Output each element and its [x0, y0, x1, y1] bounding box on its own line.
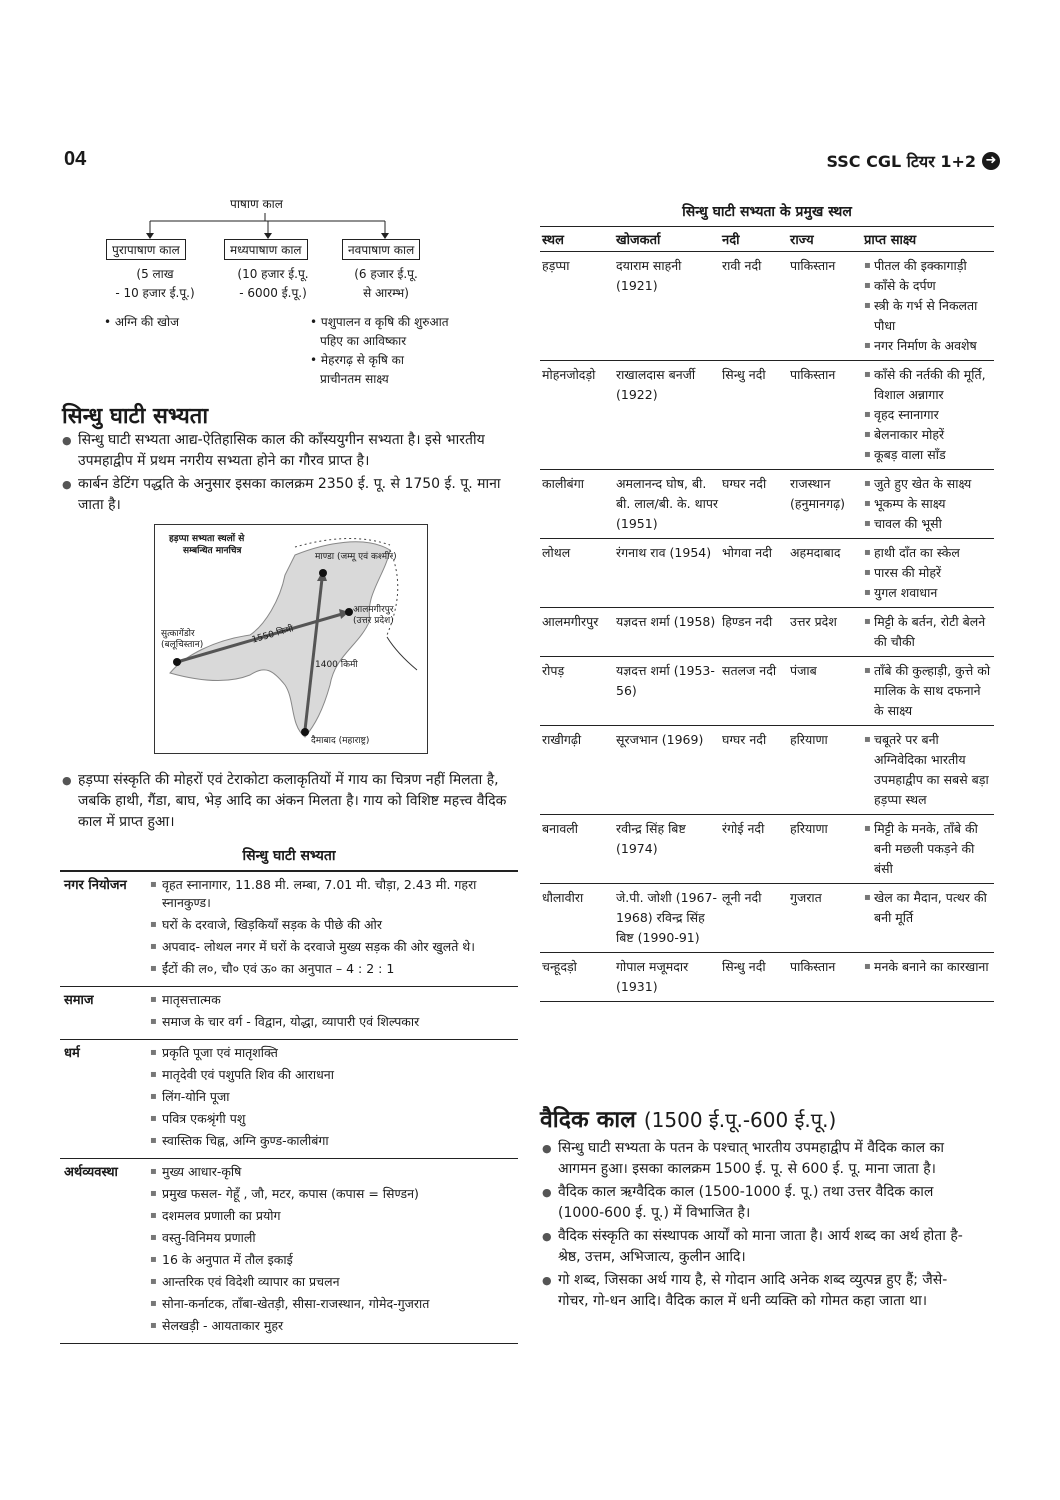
table-row — [60, 870, 518, 986]
site-name: मोहनजोदड़ो — [542, 367, 596, 382]
site-river: घग्घर नदी — [722, 476, 767, 491]
header-evidence: प्राप्त साक्ष्य — [864, 233, 917, 248]
site-evidence — [864, 256, 994, 356]
indus-intro — [60, 430, 510, 518]
table-row — [540, 953, 994, 1002]
row-item: ▪ वृहत स्नानागार, 11.88 मी. लम्बा, 7.01 मी. चौड़ा, 2.43 मी. गहरा स्नानकुण्ड। — [150, 876, 518, 912]
row-item: ▪ घरों के दरवाजे, खिड़कियाँ सड़क के पीछे की ओर — [150, 916, 518, 934]
site-discoverer: सूरजभान (1969) — [616, 732, 704, 747]
site-name: लोथल — [542, 545, 571, 560]
evidence-item: ▪ कूबड़ वाला साँड — [864, 445, 994, 465]
site-state: अहमदाबाद — [790, 545, 841, 560]
site-state: उत्तर प्रदेश — [790, 614, 837, 629]
table-row — [540, 815, 994, 884]
table-row — [60, 1039, 518, 1158]
row-item: ▪ प्रकृति पूजा एवं मातृशक्ति — [150, 1044, 518, 1062]
table-row — [540, 657, 994, 726]
evidence-item: ▪ काँसे के दर्पण — [864, 276, 994, 296]
evidence-item: ▪ मनके बनाने का कारखाना — [864, 957, 994, 977]
site-evidence — [864, 543, 994, 603]
site-discoverer: राखालदास बनर्जी (1922) — [616, 367, 696, 402]
row-item: ▪ आन्तरिक एवं विदेशी व्यापार का प्रचलन — [150, 1273, 518, 1291]
evidence-item: ▪ चबूतरे पर बनी अग्निवेदिका भारतीय उपमहाद्वीप का सबसे बड़ा हड़प्पा स्थल — [864, 730, 994, 810]
site-alamgirpur: आलमगीरपुर (उत्तर प्रदेश) — [353, 605, 394, 626]
table-row — [540, 361, 994, 470]
site-manda: माण्डा (जम्मू एवं कश्मीर) — [315, 552, 397, 562]
indus-bullet-1: ● सिन्धु घाटी सभ्यता आद्य-ऐतिहासिक काल की काँस्ययुगीन सभ्यता है। इसे भारतीय उपमहाद्वीप में प्रथम नगरीय सभ्यता होने का गौरव प्राप्त है। — [60, 430, 510, 472]
evidence-item: ▪ नगर निर्माण के अवशेष — [864, 336, 994, 356]
row-item: ▪ ईंटों की ल०, चौ० एवं ऊ० का अनुपात – 4 : 2 : 1 — [150, 960, 518, 978]
evidence-item: ▪ स्त्री के गर्भ से निकलता पौधा — [864, 296, 994, 336]
site-state: गुजरात — [790, 890, 822, 905]
row-item: ▪ वस्तु-विनिमय प्रणाली — [150, 1229, 518, 1247]
site-river: रंगोई नदी — [722, 821, 765, 836]
row-item: ▪ दशमलव प्रणाली का प्रयोग — [150, 1207, 518, 1225]
site-discoverer: अमलानन्द घोष, बी. बी. लाल/बी. के. थापर (1951) — [616, 476, 719, 531]
period-paleolithic: पुरापाषाण काल — [106, 239, 186, 260]
row-item: ▪ सेलखड़ी - आयताकार मुहर — [150, 1317, 518, 1335]
site-name: राखीगढ़ी — [542, 732, 582, 747]
indus-bullet-2: ● कार्बन डेटिंग पद्धति के अनुसार इसका कालक्रम 2350 ई. पू. से 1750 ई. पू. माना जाता है। — [60, 474, 510, 516]
row-item: ▪ 16 के अनुपात में तौल इकाई — [150, 1251, 518, 1269]
site-discoverer: जे.पी. जोशी (1967-1968) रविन्द्र सिंह बिष्ट (1990-91) — [616, 890, 717, 945]
row-item: ▪ सोना-कर्नाटक, ताँबा-खेतड़ी, सीसा-राजस्थान, गोमेद-गुजरात — [150, 1295, 518, 1313]
stone-age-root: पाषाण काल — [230, 197, 283, 211]
sites-table-title: सिन्धु घाटी सभ्यता के प्रमुख स्थल — [682, 204, 852, 220]
evidence-item: ▪ हाथी दाँत का स्केल — [864, 543, 994, 563]
site-evidence — [864, 661, 994, 721]
site-evidence — [864, 612, 994, 652]
vedic-bullet-2: ● वैदिक काल ऋग्वैदिक काल (1500-1000 ई. पू.) तथा उत्तर वैदिक काल (1000-600 ई. पू.) में विभाजित है। — [540, 1182, 974, 1224]
site-discoverer: यज्ञदत्त शर्मा (1953-56) — [616, 663, 715, 698]
circle-arrow-right-icon: ➜ — [982, 152, 1000, 170]
table-row — [540, 726, 994, 815]
harappa-map — [154, 524, 428, 754]
site-discoverer: रंगनाथ राव (1954) — [616, 545, 712, 560]
evidence-item: ▪ पीतल की इक्कागाड़ी — [864, 256, 994, 276]
site-state: हरियाणा — [790, 821, 828, 836]
site-name: धौलावीरा — [542, 890, 584, 905]
indus-table-title: सिन्धु घाटी सभ्यता — [242, 848, 336, 864]
site-evidence — [864, 474, 994, 534]
site-discoverer: रवीन्द्र सिंह बिष्ट (1974) — [616, 821, 686, 856]
tree-connectors — [100, 213, 440, 241]
table-row — [60, 986, 518, 1039]
evidence-item: ▪ खेल का मैदान, पत्थर की बनी मूर्ति — [864, 888, 994, 928]
row-category: अर्थव्यवस्था — [64, 1165, 118, 1180]
table-row — [540, 470, 994, 539]
site-name: रोपड़ — [542, 663, 565, 678]
site-name: आलमगीरपुर — [542, 614, 599, 629]
evidence-item: ▪ पारस की मोहरें — [864, 563, 994, 583]
row-item: ▪ मातृसत्तात्मक — [150, 991, 518, 1009]
evidence-item: ▪ मिट्टी के बर्तन, रोटी बेलने की चौकी — [864, 612, 994, 652]
vedic-bullet-4: ● गो शब्द, जिसका अर्थ गाय है, से गोदान आदि अनेक शब्द व्युत्पन्न हुए हैं; जैसे-गोचर, गो-धन आदि। वैदिक काल में धनी व्यक्ति को गोमत कहा जाता था। — [540, 1270, 974, 1312]
header-river: नदी — [722, 233, 740, 248]
evidence-item: ▪ युगल शवाधान — [864, 583, 994, 603]
site-sutkagendor: सुत्कागेंडोर (बलूचिस्तान) — [161, 629, 204, 650]
mesolithic-range: (10 हजार ई.पू. - 6000 ई.पू.) — [237, 267, 309, 300]
table-row — [540, 884, 994, 953]
table-row — [60, 1158, 518, 1344]
page-number: 04 — [64, 148, 87, 170]
site-state: राजस्थान (हनुमानगढ़) — [790, 476, 846, 511]
row-category: धर्म — [64, 1046, 80, 1061]
site-state: पंजाब — [790, 663, 817, 678]
period-mesolithic: मध्यपाषाण काल — [224, 239, 308, 260]
table-row — [540, 539, 994, 608]
header-site: स्थल — [542, 233, 564, 248]
site-evidence — [864, 888, 994, 948]
site-state: पाकिस्तान — [790, 367, 836, 382]
site-river: भोगवा नदी — [722, 545, 773, 560]
distance-ns: 1400 किमी — [315, 660, 358, 670]
site-river: हिण्डन नदी — [722, 614, 773, 629]
indus-cow-note — [60, 770, 518, 835]
sites-table-body — [540, 252, 994, 1002]
evidence-item: ▪ ताँबे की कुल्हाड़ी, कुत्ते को मालिक के साथ दफनाने के साक्ष्य — [864, 661, 994, 721]
site-state: पाकिस्तान — [790, 959, 836, 974]
site-river: लूनी नदी — [722, 890, 762, 905]
row-item: ▪ समाज के चार वर्ग - विद्वान, योद्धा, व्यापारी एवं शिल्पकार — [150, 1013, 518, 1031]
site-name: चन्हूदड़ो — [542, 959, 577, 974]
site-evidence — [864, 957, 994, 997]
header-state: राज्य — [790, 233, 814, 248]
distance-ew: 1550 किमी — [250, 624, 295, 646]
neolithic-notes: • पशुपालन व कृषि की शुरुआत पहिए का आविष्कार • मेहरगढ़ से कृषि का प्राचीनतम साक्ष्य — [310, 315, 449, 386]
table-header-row — [540, 226, 994, 252]
evidence-item: ▪ भूकम्प के साक्ष्य — [864, 494, 994, 514]
paleolithic-range: (5 लाख - 10 हजार ई.पू.) — [115, 267, 195, 300]
vedic-bullet-1: ● सिन्धु घाटी सभ्यता के पतन के पश्चात् भारतीय उपमहाद्वीप में वैदिक काल का आगमन हुआ। इसका कालक्रम 1500 ई. पू. से 600 ई. पू. माना जाता है। — [540, 1138, 974, 1180]
row-item: ▪ लिंग-योनि पूजा — [150, 1088, 518, 1106]
site-discoverer: गोपाल मजूमदार (1931) — [616, 959, 689, 994]
row-item: ▪ मुख्य आधार-कृषि — [150, 1163, 518, 1181]
row-item: ▪ मातृदेवी एवं पशुपति शिव की आराधना — [150, 1066, 518, 1084]
site-river: सतलज नदी — [722, 663, 777, 678]
paleolithic-note: • अग्नि की खोज — [104, 315, 179, 329]
book-title-header — [826, 150, 1000, 172]
site-discoverer: दयाराम साहनी (1921) — [616, 258, 682, 293]
site-discoverer: यज्ञदत्त शर्मा (1958) — [616, 614, 716, 629]
site-evidence — [864, 819, 994, 879]
site-daimabad: दैमाबाद (महाराष्ट्र) — [311, 736, 370, 746]
evidence-item: ▪ वृहद स्नानागार — [864, 405, 994, 425]
site-name: हड़प्पा — [542, 258, 570, 273]
vedic-heading: वैदिक काल (1500 ई.पू.-600 ई.पू.) — [540, 1107, 837, 1133]
row-item: ▪ प्रमुख फसल- गेहूँ , जौ, मटर, कपास (कपास = सिण्डन) — [150, 1185, 518, 1203]
indus-table — [60, 870, 518, 1344]
site-evidence — [864, 730, 994, 810]
sites-table — [540, 226, 994, 1002]
evidence-item: ▪ बेलनाकार मोहरें — [864, 425, 994, 445]
site-river: सिन्धु नदी — [722, 959, 766, 974]
row-item: ▪ पवित्र एकश्रृंगी पशु — [150, 1110, 518, 1128]
site-river: सिन्धु नदी — [722, 367, 766, 382]
book-title: SSC CGL टियर 1+2 — [826, 152, 976, 171]
evidence-item: ▪ मिट्टी के मनके, ताँबे की बनी मछली पकड़ने की बंसी — [864, 819, 994, 879]
site-river: घग्घर नदी — [722, 732, 767, 747]
neolithic-range: (6 हजार ई.पू. से आरम्भ) — [354, 267, 418, 300]
site-river: रावी नदी — [722, 258, 762, 273]
map-title: हड़प्पा सभ्यता स्थलों से सम्बन्धित मानचित्र — [169, 534, 245, 556]
evidence-item: ▪ जुते हुए खेत के साक्ष्य — [864, 474, 994, 494]
table-row — [540, 252, 994, 361]
indus-bullet-3: ● हड़प्पा संस्कृति की मोहरों एवं टेराकोटा कलाकृतियों में गाय का चित्रण नहीं मिलता है, जबकि हाथी, गैंडा, बाघ, भेड़ आदि का अंकन मिलता है। गाय को विशिष्ट महत्त्व वैदिक काल में प्राप्त हुआ। — [60, 770, 518, 833]
vedic-bullets — [540, 1138, 974, 1314]
row-category: समाज — [64, 993, 94, 1008]
site-evidence — [864, 365, 994, 465]
row-item: ▪ अपवाद- लोथल नगर में घरों के दरवाजे मुख्य सड़क की ओर खुलते थे। — [150, 938, 518, 956]
stone-age-diagram — [100, 195, 449, 395]
indus-heading: सिन्धु घाटी सभ्यता — [62, 404, 209, 429]
table-row — [540, 608, 994, 657]
site-name: बनावली — [542, 821, 578, 836]
header-discoverer: खोजकर्ता — [616, 233, 661, 248]
evidence-item: ▪ चावल की भूसी — [864, 514, 994, 534]
site-state: पाकिस्तान — [790, 258, 836, 273]
site-state: हरियाणा — [790, 732, 828, 747]
row-category: नगर नियोजन — [64, 878, 127, 893]
period-neolithic: नवपाषाण काल — [342, 239, 420, 260]
site-name: कालीबंगा — [542, 476, 584, 491]
vedic-bullet-3: ● वैदिक संस्कृति का संस्थापक आर्यों को माना जाता है। आर्य शब्द का अर्थ होता है- श्रेष्ठ, उत्तम, अभिजात्य, कुलीन आदि। — [540, 1226, 974, 1268]
evidence-item: ▪ काँसे की नर्तकी की मूर्ति, विशाल अन्नागार — [864, 365, 994, 405]
row-item: ▪ स्वास्तिक चिह्न, अग्नि कुण्ड-कालीबंगा — [150, 1132, 518, 1150]
